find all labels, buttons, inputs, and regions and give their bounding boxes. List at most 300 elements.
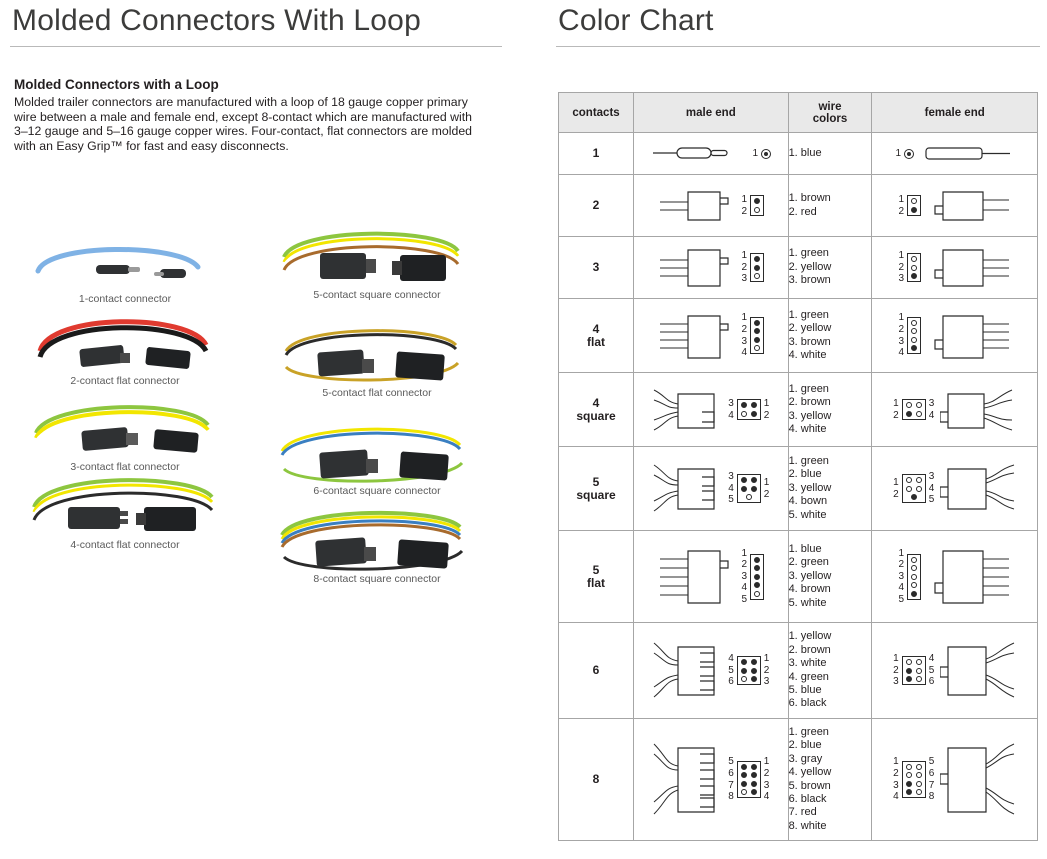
pin-dot	[916, 676, 922, 682]
connector-5-contact-square-icon	[262, 221, 482, 287]
pin-numbers	[742, 194, 748, 217]
contacts-type: flat	[587, 575, 606, 590]
pin-dot	[741, 411, 747, 417]
header-male-end: male end	[634, 93, 789, 133]
pin-number: 5	[898, 593, 904, 605]
pin-dot	[916, 668, 922, 674]
pin-number: 4	[893, 791, 899, 803]
pin-box	[902, 399, 926, 420]
pin-number: 5	[928, 756, 935, 768]
male-connector-3-icon	[658, 244, 738, 292]
pin-dot	[746, 494, 752, 500]
table-row	[559, 175, 1038, 237]
pin-dot	[906, 676, 912, 682]
pin-dot	[754, 256, 760, 262]
female-connector-6-icon	[940, 633, 1016, 709]
wire-color-item: 4. brown	[788, 583, 831, 596]
male-connector-6-icon	[652, 633, 724, 709]
pin-number: 5	[728, 756, 734, 768]
pin-number: 2	[741, 323, 748, 335]
pin-row	[906, 676, 922, 682]
pin-dot	[754, 557, 760, 563]
pin-number: 4	[728, 653, 734, 665]
photo-5-contact-square	[262, 221, 492, 301]
male-pin-block	[742, 194, 765, 217]
cell-male-end	[634, 237, 789, 299]
female-connector-2-icon	[927, 184, 1011, 228]
photo-caption: 6-contact square connector	[313, 485, 441, 497]
pin-dot	[754, 582, 760, 588]
cell-female-end	[872, 133, 1038, 175]
contacts-type: square	[576, 408, 616, 423]
cell-female-end	[872, 373, 1038, 447]
header-wire-line2: colors	[812, 112, 848, 125]
pin-number: 3	[741, 570, 748, 582]
pin-number: 5	[728, 494, 734, 506]
pin-dot	[906, 411, 912, 417]
pin-dot	[754, 337, 760, 343]
page-title: Molded Connectors With Loop	[12, 4, 421, 37]
pin-number: 3	[928, 471, 935, 483]
pin-number: 2	[763, 664, 770, 676]
connector-illustration	[20, 393, 230, 459]
pin-number: 3	[898, 273, 904, 285]
female-connector-5-square-icon	[940, 457, 1016, 521]
connector-illustration	[20, 307, 230, 373]
pin-number: 7	[728, 779, 734, 791]
cell-male-end	[634, 531, 789, 623]
pin-dot	[751, 486, 757, 492]
cell-female-end	[872, 299, 1038, 373]
cell-female-end	[872, 447, 1038, 531]
pin-row	[741, 411, 757, 417]
cell-contacts	[559, 719, 634, 841]
pin-number: 1	[763, 476, 770, 488]
pin-numbers-left	[893, 653, 899, 688]
pin-number: 4	[741, 347, 748, 359]
photo-8-contact-square	[262, 501, 492, 585]
photo-caption: 4-contact flat connector	[70, 539, 180, 551]
wire-color-item: 5. blue	[788, 683, 822, 696]
pin-dot	[906, 659, 912, 665]
photo-caption: 8-contact square connector	[313, 573, 441, 585]
cell-wire-colors	[788, 447, 872, 531]
pin-row	[741, 659, 757, 665]
pin-dot	[754, 328, 760, 334]
wire-color-item: 4. bown	[788, 495, 828, 508]
pin-dot	[741, 477, 747, 483]
male-pin-block	[753, 148, 772, 160]
pin-row	[741, 789, 757, 795]
pin-dot	[741, 676, 747, 682]
photo-3-contact-flat	[20, 393, 230, 473]
pin-row	[906, 659, 922, 665]
pin-dot	[916, 486, 922, 492]
cell-contacts	[559, 237, 634, 299]
pin-number: 1	[898, 547, 904, 559]
pin-number: 5	[928, 494, 935, 506]
pin-number: 3	[741, 273, 748, 285]
cell-contacts	[559, 447, 634, 531]
wire-color-item: 2. yellow	[788, 322, 832, 335]
contacts-count: 5	[592, 562, 600, 577]
pin-number: 1	[741, 312, 748, 324]
pin-numbers-left	[728, 398, 734, 421]
pin-row	[906, 668, 922, 674]
cell-male-end	[634, 175, 789, 237]
pin-dot	[916, 781, 922, 787]
male-connector-2-icon	[658, 184, 738, 228]
table-row	[559, 133, 1038, 175]
pin-number: 1	[893, 653, 899, 665]
male-pin-block	[742, 312, 765, 358]
pin-box	[907, 317, 921, 355]
pin-dot	[754, 207, 760, 213]
male-pin-block	[742, 548, 765, 606]
pin-dot	[911, 345, 917, 351]
wire-color-item: 2. blue	[788, 468, 822, 481]
cell-female-end	[872, 623, 1038, 719]
wire-color-item: 4. green	[788, 670, 829, 683]
cell-male-end	[634, 623, 789, 719]
table-row	[559, 299, 1038, 373]
table-row	[559, 719, 1038, 841]
pin-dot	[911, 337, 917, 343]
color-chart-title: Color Chart	[558, 4, 714, 37]
wire-color-item: 3. brown	[788, 274, 831, 287]
pin-number: 1	[893, 476, 899, 488]
cell-male-end	[634, 299, 789, 373]
pin-dot	[751, 402, 757, 408]
cell-contacts	[559, 133, 634, 175]
wire-color-item: 1. green	[788, 725, 829, 738]
male-connector-5-flat-icon	[658, 541, 738, 613]
pin-numbers-right	[929, 471, 935, 506]
color-chart-divider	[556, 46, 1040, 47]
pin-number: 1	[898, 250, 904, 262]
pin-number: 1	[893, 756, 899, 768]
pin-numbers	[742, 250, 748, 285]
connector-5-contact-flat-icon	[262, 315, 482, 385]
pin-dot	[911, 591, 917, 597]
pin-dot	[911, 256, 917, 262]
photo-caption: 1-contact connector	[78, 293, 172, 305]
male-connector-5-square-icon	[652, 457, 724, 521]
pin-number: 4	[741, 582, 748, 594]
pin-dot	[911, 582, 917, 588]
pin-dot	[754, 565, 760, 571]
pin-number: 1	[898, 193, 904, 205]
cell-contacts	[559, 175, 634, 237]
wire-color-item: 2. brown	[788, 643, 831, 656]
right-column	[556, 0, 1040, 859]
pin-row	[741, 676, 757, 682]
pin-numbers-right	[764, 756, 770, 802]
pin-dot	[911, 494, 917, 500]
wire-color-item: 1. green	[788, 308, 829, 321]
pin-numbers	[742, 548, 748, 606]
pin-box	[750, 317, 764, 355]
pin-dot	[751, 789, 757, 795]
pin-number: 4	[898, 347, 904, 359]
pin-number: 2	[893, 664, 899, 676]
pin-box	[902, 761, 926, 799]
pin-dot	[911, 273, 917, 279]
pin-row	[741, 477, 757, 483]
wire-color-item: 4. white	[788, 422, 827, 435]
pin-dot	[916, 772, 922, 778]
pin-dot	[916, 477, 922, 483]
pin-box	[902, 474, 926, 503]
photo-2-contact-flat	[20, 307, 230, 387]
pin-number: 1	[752, 147, 759, 159]
connector-6-contact-square-icon	[262, 413, 482, 483]
pin-number: 4	[928, 482, 935, 494]
contacts-type: square	[576, 487, 616, 502]
pin-row	[906, 764, 922, 770]
wire-color-item: 3. yellow	[788, 481, 832, 494]
pin-number: 2	[763, 767, 770, 779]
pin-row	[741, 486, 757, 492]
section-body: Molded trailer connectors are manufactured with a loop of 18 gauge copper primary wire between a male and female end, except 8-contact which are manufactured with 3–12 gauge and 5–16 gauge copper wires. Four-contact, flat connectors are molded with an Easy Grip™ for fast and easy disconnects.	[14, 95, 473, 153]
pin-dot	[761, 149, 771, 159]
pin-box	[907, 195, 921, 216]
pin-numbers	[898, 312, 904, 358]
pin-number: 1	[741, 250, 748, 262]
pin-dot	[754, 320, 760, 326]
pin-dot	[906, 789, 912, 795]
wire-color-item: 1. blue	[788, 146, 822, 159]
pin-dot	[754, 591, 760, 597]
female-pin-block	[893, 398, 934, 421]
pin-dot	[754, 265, 760, 271]
connector-illustration	[20, 233, 230, 291]
pin-numbers-left	[728, 471, 734, 506]
pin-number: 3	[928, 397, 935, 409]
wire-color-item: 4. white	[788, 348, 827, 361]
photo-1-contact	[20, 233, 230, 305]
pin-number: 3	[728, 471, 734, 483]
pin-row	[741, 764, 757, 770]
pin-number: 3	[898, 570, 904, 582]
pin-numbers	[898, 250, 904, 285]
female-connector-4-flat-icon	[927, 308, 1011, 364]
wire-color-item: 3. yellow	[788, 409, 832, 422]
pin-box	[737, 474, 761, 503]
wire-color-item: 6. black	[788, 792, 827, 805]
cell-male-end	[634, 719, 789, 841]
pin-row	[906, 789, 922, 795]
table-row	[559, 623, 1038, 719]
pin-dot	[741, 486, 747, 492]
connector-2-contact-flat-icon	[20, 307, 220, 373]
pin-numbers-right	[929, 653, 935, 688]
pin-dot	[741, 789, 747, 795]
photo-caption: 5-contact flat connector	[322, 387, 432, 399]
female-pin-block	[893, 653, 934, 688]
pin-number: 3	[763, 676, 770, 688]
cell-wire-colors	[788, 299, 872, 373]
female-pin-block	[893, 756, 934, 802]
pin-dot	[916, 764, 922, 770]
wire-color-item: 5. white	[788, 508, 827, 521]
pin-box	[902, 656, 926, 685]
pin-row	[906, 402, 922, 408]
pin-number: 8	[928, 791, 935, 803]
pin-number: 3	[893, 676, 899, 688]
color-chart-table	[558, 92, 1038, 841]
pin-number: 2	[893, 488, 899, 500]
pin-row	[741, 668, 757, 674]
pin-numbers	[742, 312, 748, 358]
wire-color-item: 5. white	[788, 596, 827, 609]
pin-box	[737, 656, 761, 685]
pin-dot	[741, 781, 747, 787]
pin-number: 1	[763, 756, 770, 768]
wire-color-item: 4. yellow	[788, 766, 832, 779]
pin-number: 1	[741, 193, 748, 205]
wire-color-item: 1. green	[788, 454, 829, 467]
pin-number: 2	[741, 559, 748, 571]
pin-numbers-left	[728, 653, 734, 688]
pin-dot	[904, 149, 914, 159]
female-pin-block	[898, 312, 921, 358]
pin-number: 2	[763, 409, 770, 421]
female-pin-block	[898, 194, 921, 217]
table-row	[559, 447, 1038, 531]
pin-row	[906, 772, 922, 778]
cell-wire-colors	[788, 623, 872, 719]
male-connector-1-icon	[651, 141, 747, 167]
pin-dot	[751, 477, 757, 483]
pin-dot	[751, 659, 757, 665]
pin-row	[911, 494, 917, 500]
header-wire-colors	[788, 93, 872, 133]
cell-contacts	[559, 373, 634, 447]
pin-dot	[754, 198, 760, 204]
pin-dot	[906, 402, 912, 408]
contacts-count: 5	[592, 474, 600, 489]
cell-female-end	[872, 531, 1038, 623]
wire-color-item: 3. white	[788, 657, 827, 670]
pin-dot	[754, 273, 760, 279]
wire-color-item: 5. brown	[788, 779, 831, 792]
cell-female-end	[872, 175, 1038, 237]
contacts-count: 4	[592, 321, 600, 336]
pin-dot	[751, 411, 757, 417]
contacts-count: 2	[592, 198, 600, 212]
pin-numbers-left	[893, 477, 899, 500]
pin-dot	[751, 668, 757, 674]
cell-wire-colors	[788, 531, 872, 623]
pin-number: 6	[928, 767, 935, 779]
pin-numbers-right	[929, 756, 935, 802]
pin-row	[746, 494, 752, 500]
cell-male-end	[634, 447, 789, 531]
pin-number: 1	[741, 547, 748, 559]
wire-color-item: 3. gray	[788, 752, 823, 765]
female-connector-3-icon	[927, 244, 1011, 292]
pin-number: 6	[728, 676, 734, 688]
pin-dot	[751, 772, 757, 778]
pin-dot	[911, 574, 917, 580]
wire-color-item: 7. red	[788, 806, 817, 819]
pin-number: 1	[898, 312, 904, 324]
wire-color-item: 1. blue	[788, 542, 822, 555]
photo-caption: 5-contact square connector	[313, 289, 441, 301]
connector-4-contact-flat-icon	[20, 467, 220, 537]
pin-number: 4	[728, 409, 734, 421]
pin-number: 3	[893, 779, 899, 791]
pin-box	[750, 253, 764, 282]
pin-number: 3	[898, 335, 904, 347]
photo-caption: 2-contact flat connector	[70, 375, 180, 387]
pin-number: 4	[928, 653, 935, 665]
cell-male-end	[634, 133, 789, 175]
pin-box	[737, 761, 761, 799]
female-connector-8-icon	[940, 732, 1016, 828]
pin-dot	[906, 781, 912, 787]
pin-dot	[906, 477, 912, 483]
male-connector-4-flat-icon	[658, 308, 738, 364]
pin-number: 6	[728, 767, 734, 779]
pin-box	[907, 253, 921, 282]
pin-row	[741, 402, 757, 408]
wire-color-item: 1. brown	[788, 192, 831, 205]
pin-number: 3	[741, 335, 748, 347]
cell-contacts	[559, 623, 634, 719]
table-row	[559, 237, 1038, 299]
male-pin-block	[728, 653, 769, 688]
male-connector-4-square-icon	[652, 382, 724, 438]
pin-number: 1	[895, 147, 901, 159]
cell-wire-colors	[788, 237, 872, 299]
connector-8-contact-square-icon	[262, 501, 482, 571]
cell-male-end	[634, 373, 789, 447]
pin-box	[907, 554, 921, 600]
pin-dot	[906, 668, 912, 674]
pin-row	[906, 486, 922, 492]
title-divider	[10, 46, 502, 47]
pin-dot	[916, 402, 922, 408]
photo-caption: 3-contact flat connector	[70, 461, 180, 473]
pin-numbers-right	[929, 398, 935, 421]
pin-dot	[911, 557, 917, 563]
cell-wire-colors	[788, 133, 872, 175]
wire-color-item: 2. green	[788, 556, 829, 569]
pin-row	[741, 772, 757, 778]
pin-number: 4	[728, 482, 734, 494]
connector-3-contact-flat-icon	[20, 393, 220, 459]
male-pin-block	[742, 250, 765, 285]
cell-contacts	[559, 531, 634, 623]
pin-number: 5	[928, 664, 935, 676]
pin-number: 8	[728, 791, 734, 803]
pin-dot	[916, 789, 922, 795]
header-wire-line1: wire	[818, 100, 842, 113]
pin-dot	[754, 345, 760, 351]
pin-dot	[751, 764, 757, 770]
pin-number: 5	[728, 664, 734, 676]
photo-6-contact-square	[262, 413, 492, 497]
pin-number: 3	[728, 397, 734, 409]
pin-number: 4	[928, 409, 935, 421]
pin-numbers-right	[764, 477, 770, 500]
pin-numbers	[898, 548, 904, 606]
wire-color-item: 8. white	[788, 819, 827, 832]
pin-number: 3	[763, 779, 770, 791]
table-row	[559, 373, 1038, 447]
